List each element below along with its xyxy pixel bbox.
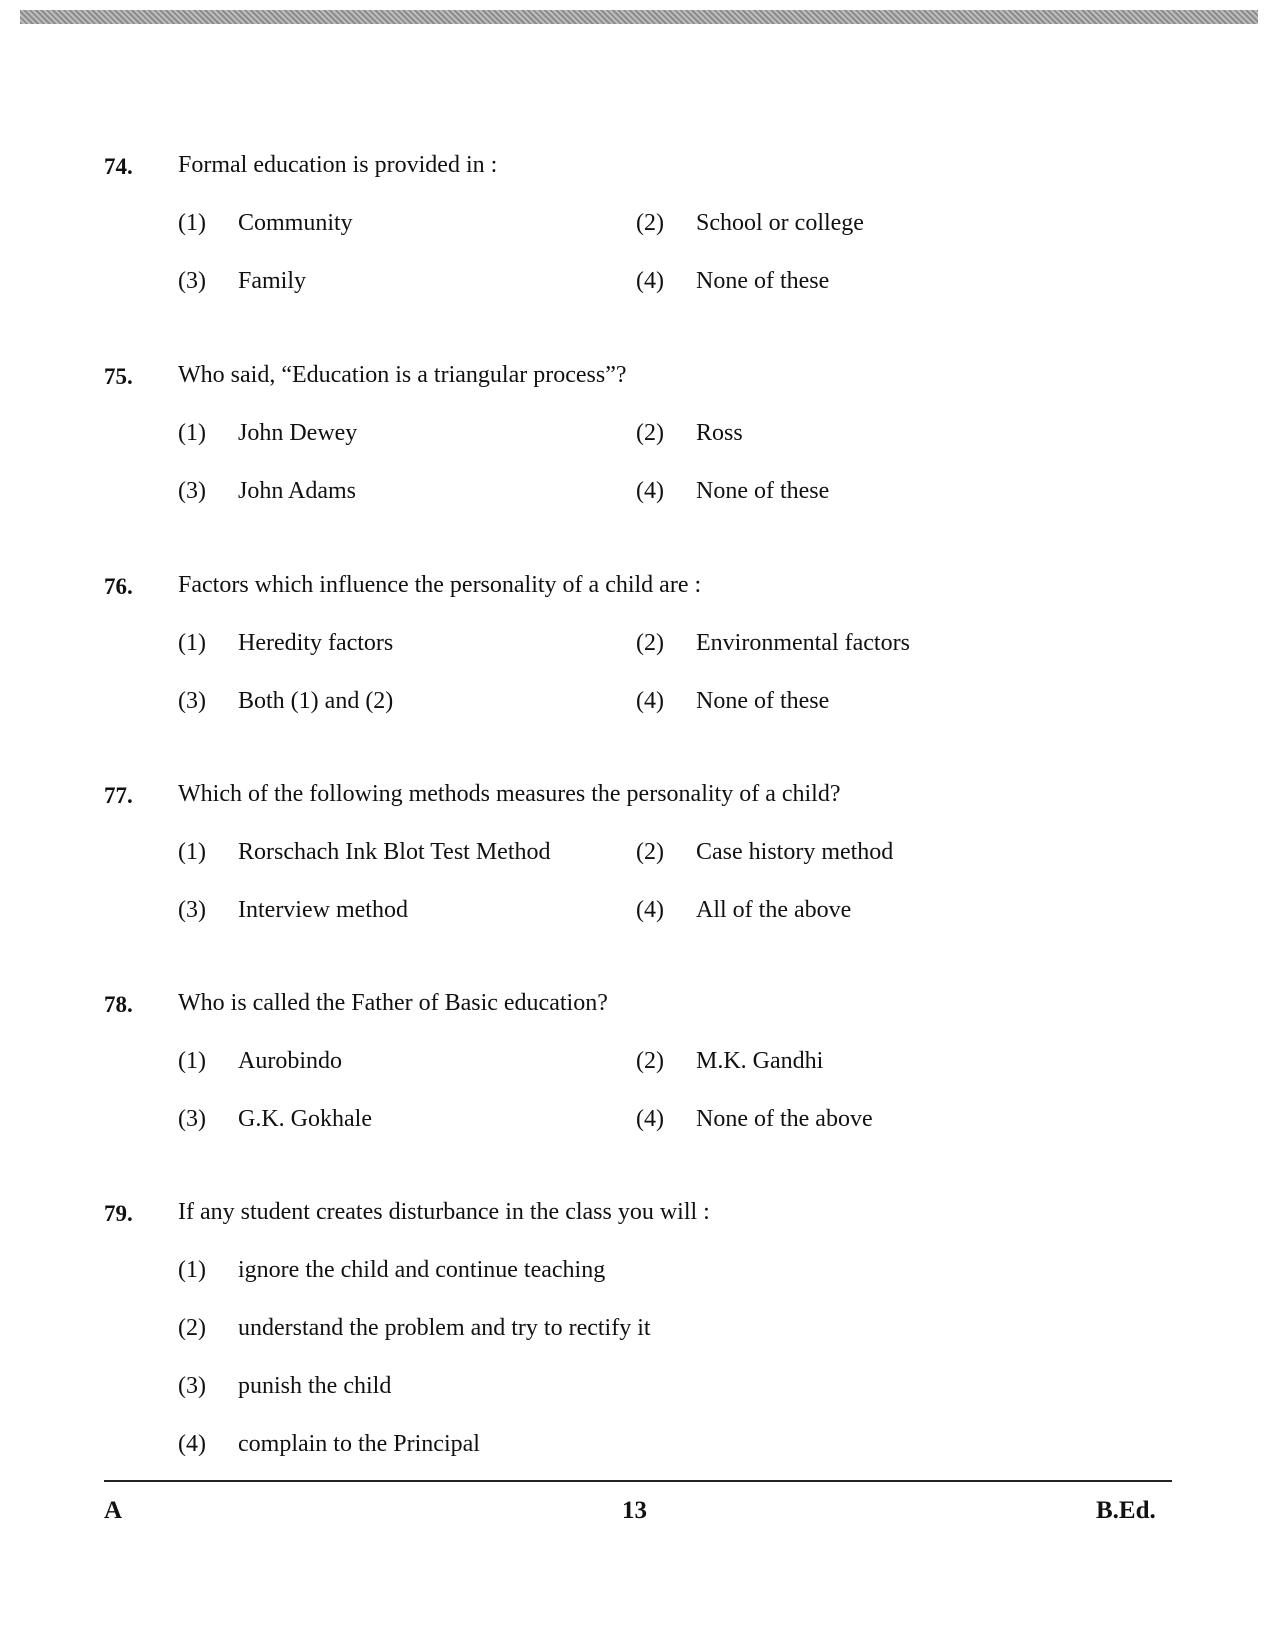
option-number: (2) <box>636 630 664 656</box>
question-text: If any student creates disturbance in the class you will : <box>178 1199 710 1225</box>
option <box>636 1048 823 1075</box>
option <box>636 897 851 924</box>
option-number: (3) <box>178 268 206 294</box>
option-number: (2) <box>636 1048 664 1074</box>
option-number: (3) <box>178 478 206 504</box>
option <box>178 1048 342 1075</box>
option <box>178 1315 651 1342</box>
option-text: Environmental factors <box>696 630 910 656</box>
question-number: 79. <box>104 1201 133 1226</box>
option-text: School or college <box>696 210 864 236</box>
question-number: 77. <box>104 783 133 808</box>
option <box>178 420 357 447</box>
option <box>636 1106 873 1133</box>
question-number: 78. <box>104 992 133 1017</box>
option-text: Heredity factors <box>238 630 394 656</box>
option <box>636 630 910 657</box>
option-number: (3) <box>178 688 206 714</box>
option-number: (1) <box>178 1257 206 1283</box>
option <box>178 630 393 657</box>
option <box>636 268 829 295</box>
option-text: None of these <box>696 478 830 504</box>
option <box>178 1106 372 1133</box>
footer-divider <box>104 1480 1172 1482</box>
option <box>178 478 356 505</box>
option-text: Family <box>238 268 307 294</box>
top-scan-band <box>20 10 1258 24</box>
option-number: (4) <box>636 897 664 923</box>
option-number: (1) <box>178 630 206 656</box>
option-text: None of these <box>696 688 830 714</box>
option-number: (4) <box>178 1431 206 1457</box>
option-text: Case history method <box>696 839 894 865</box>
option-number: (4) <box>636 1106 664 1132</box>
option-text: Interview method <box>238 897 408 923</box>
question-text: Factors which influence the personality of a child are : <box>178 572 702 598</box>
option <box>178 839 551 866</box>
option-number: (3) <box>178 897 206 923</box>
option <box>178 1257 605 1284</box>
option-text: John Dewey <box>238 420 358 446</box>
footer-series-label: A <box>104 1497 123 1524</box>
option-text: G.K. Gokhale <box>238 1106 372 1132</box>
option-text: ignore the child and continue teaching <box>238 1257 606 1283</box>
option <box>178 688 393 715</box>
option-number: (1) <box>178 420 206 446</box>
option <box>636 478 829 505</box>
option <box>178 210 353 237</box>
option-number: (4) <box>636 478 664 504</box>
option <box>178 268 306 295</box>
option-text: None of the above <box>696 1106 873 1132</box>
option <box>636 420 743 447</box>
option-text: Community <box>238 210 353 236</box>
option-text: punish the child <box>238 1373 392 1399</box>
question-number: 74. <box>104 154 133 179</box>
option <box>636 688 829 715</box>
option-number: (2) <box>636 839 664 865</box>
option-number: (2) <box>636 210 664 236</box>
option-text: John Adams <box>238 478 357 504</box>
option-text: Ross <box>696 420 743 446</box>
option-text: All of the above <box>696 897 852 923</box>
option-number: (1) <box>178 1048 206 1074</box>
option-text: M.K. Gandhi <box>696 1048 824 1074</box>
question-text: Which of the following methods measures the personality of a child? <box>178 781 841 807</box>
option-number: (2) <box>178 1315 206 1341</box>
page-number: 13 <box>622 1497 647 1524</box>
option-text: Rorschach Ink Blot Test Method <box>238 839 551 865</box>
question-text: Who said, “Education is a triangular process”? <box>178 362 627 388</box>
option-number: (4) <box>636 688 664 714</box>
question-number: 76. <box>104 574 133 599</box>
option-text: Aurobindo <box>238 1048 342 1074</box>
option-text: complain to the Principal <box>238 1431 480 1457</box>
option-text: Both (1) and (2) <box>238 688 394 714</box>
option-text: None of these <box>696 268 830 294</box>
option-number: (2) <box>636 420 664 446</box>
option <box>636 210 864 237</box>
option-number: (3) <box>178 1106 206 1132</box>
footer-course-label: B.Ed. <box>1096 1497 1156 1524</box>
option <box>178 1431 480 1458</box>
option-text: understand the problem and try to rectify it <box>238 1315 651 1341</box>
option-number: (1) <box>178 839 206 865</box>
option <box>178 897 408 924</box>
option-number: (3) <box>178 1373 206 1399</box>
question-text: Formal education is provided in : <box>178 152 498 178</box>
question-text: Who is called the Father of Basic education? <box>178 990 608 1016</box>
option <box>178 1373 391 1400</box>
option-number: (4) <box>636 268 664 294</box>
option <box>636 839 893 866</box>
option-number: (1) <box>178 210 206 236</box>
question-number: 75. <box>104 364 133 389</box>
